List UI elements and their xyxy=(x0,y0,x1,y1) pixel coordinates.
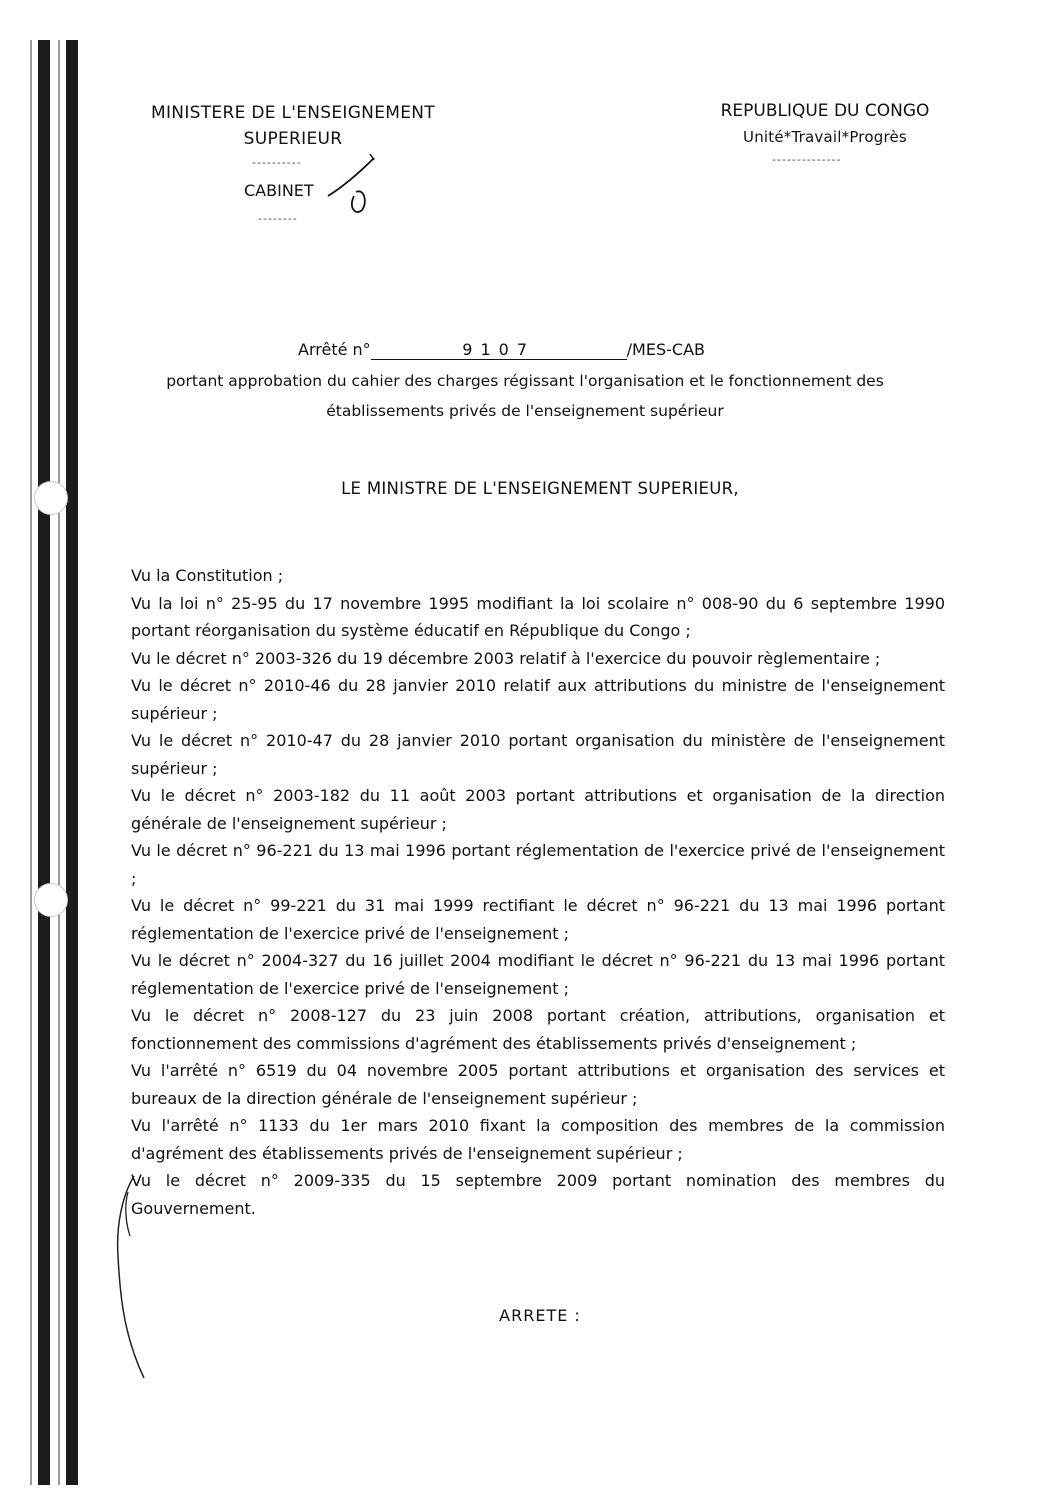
decree-prefix: Arrêté n° xyxy=(298,340,371,359)
recital: Vu le décret n° 96-221 du 13 mai 1996 portant réglementation de l'exercice privé de l'enseignement ; xyxy=(131,841,945,888)
recital: Vu le décret n° 2010-47 du 28 janvier 2010 portant organisation du ministère de l'enseignement supérieur ; xyxy=(131,731,945,778)
recital: Vu le décret n° 2010-46 du 28 janvier 2010 relatif aux attributions du ministre de l'enseignement supérieur ; xyxy=(131,676,945,723)
ministry-name: MINISTERE DE L'ENSEIGNEMENT xyxy=(151,103,435,123)
cabinet-label: CABINET xyxy=(244,181,314,200)
recital: Vu la loi n° 25-95 du 17 novembre 1995 modifiant la loi scolaire n° 008-90 du 6 septembre 1990 portant réorganisation du système éducatif en République du Congo ; xyxy=(131,593,945,640)
national-motto: Unité*Travail*Progrès xyxy=(743,128,907,146)
republic-header xyxy=(700,98,950,150)
punch-hole xyxy=(34,883,68,917)
binding-bar xyxy=(66,40,78,1485)
separator-rule: -------------- xyxy=(772,153,842,166)
recital: Vu le décret n° 2003-326 du 19 décembre 2003 relatif à l'exercice du pouvoir règlementaire ; xyxy=(131,648,881,668)
operative-heading: ARRETE : xyxy=(499,1306,581,1325)
decree-number: 9107 xyxy=(371,341,627,360)
decree-number-line xyxy=(298,340,705,360)
decree-suffix: /MES-CAB xyxy=(626,340,705,359)
ministry-header xyxy=(118,100,468,152)
punch-hole xyxy=(34,481,68,515)
minister-heading: LE MINISTRE DE L'ENSEIGNEMENT SUPERIEUR, xyxy=(341,479,739,498)
binding-edge xyxy=(58,40,60,1485)
recital: Vu le décret n° 99-221 du 31 mai 1999 rectifiant le décret n° 96-221 du 13 mai 1996 portant réglementation de l'exercice privé de l'enseignement ; xyxy=(131,896,945,943)
decree-subject: portant approbation du cahier des charges régissant l'organisation et le fonctionnement des établissements privés de l'enseignement supérieur xyxy=(166,372,884,420)
binding-bar xyxy=(38,40,50,1485)
recital: Vu l'arrêté n° 6519 du 04 novembre 2005 portant attributions et organisation des services et bureaux de la direction générale de l'enseignement supérieur ; xyxy=(131,1061,945,1108)
handwritten-marginal-mark xyxy=(104,1166,164,1386)
recital: Vu le décret n° 2008-127 du 23 juin 2008 portant création, attributions, organisation et fonctionnement des commissions d'agrément des établissements privés d'enseignement ; xyxy=(131,1006,945,1053)
recital: Vu le décret n° 2004-327 du 16 juillet 2004 modifiant le décret n° 96-221 du 13 mai 1996 portant réglementation de l'exercice privé de l'enseignement ; xyxy=(131,951,945,998)
handwritten-initial xyxy=(326,152,378,218)
separator-rule: ---------- xyxy=(252,156,302,169)
separator-rule: -------- xyxy=(258,212,298,225)
ministry-name-continued: SUPERIEUR xyxy=(243,129,343,149)
recitals-list xyxy=(131,562,945,1222)
recital: Vu la Constitution ; xyxy=(131,566,284,585)
binding-edge xyxy=(30,40,32,1485)
country-name: REPUBLIQUE DU CONGO xyxy=(720,101,930,121)
recital: Vu le décret n° 2003-182 du 11 août 2003 portant attributions et organisation de la direction générale de l'enseignement supérieur ; xyxy=(131,786,945,833)
recital: Vu l'arrêté n° 1133 du 1er mars 2010 fixant la composition des membres de la commission d'agrément des établissements privés de l'enseignement supérieur ; xyxy=(131,1116,945,1163)
recital: Vu le décret n° 2009-335 du 15 septembre 2009 portant nomination des membres du Gouvernement. xyxy=(131,1171,945,1218)
